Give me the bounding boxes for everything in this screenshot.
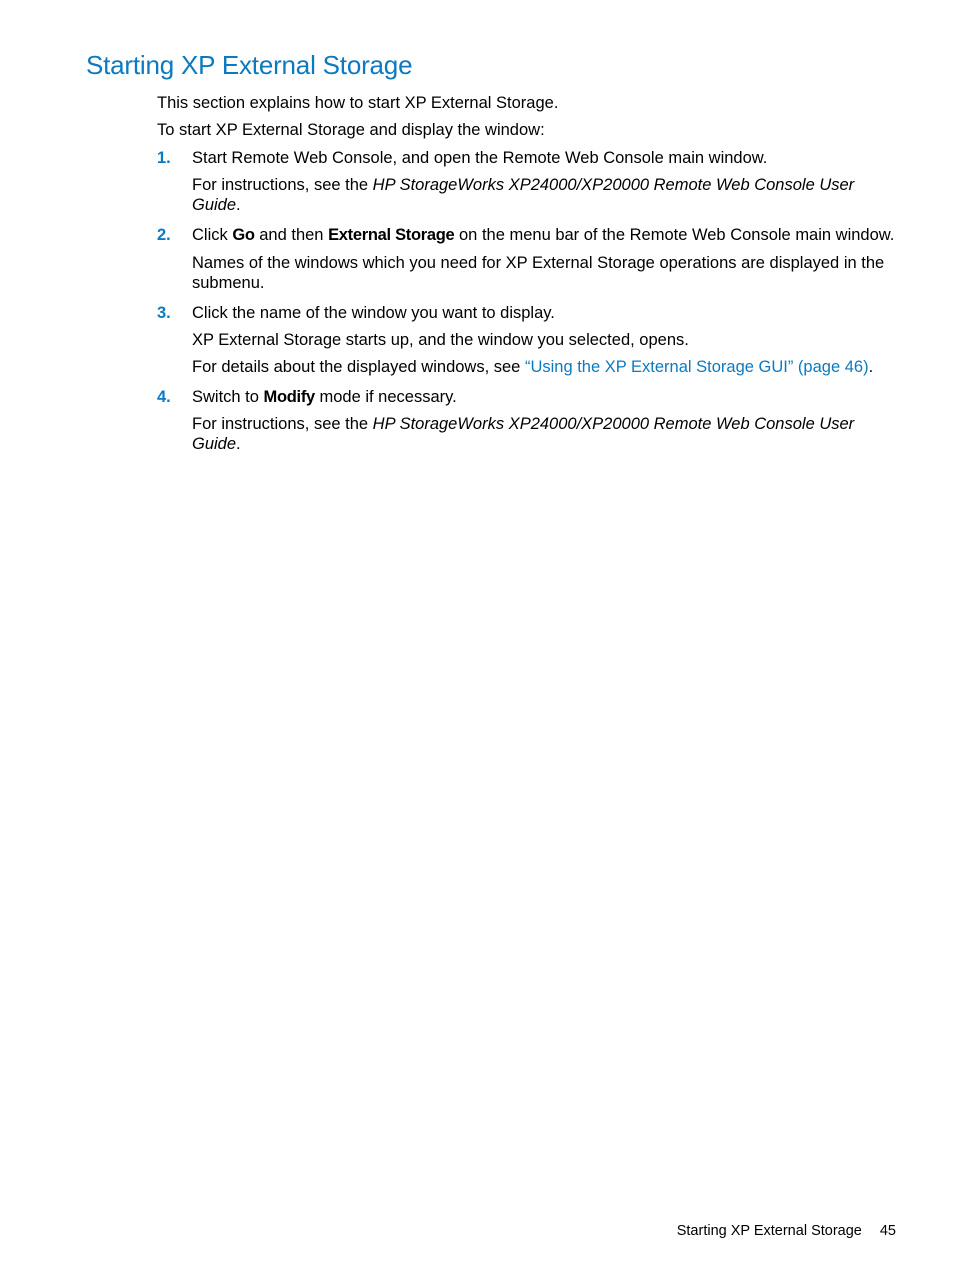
page-number: 45 bbox=[879, 1223, 896, 1239]
steps-list bbox=[157, 148, 902, 454]
step-3 bbox=[157, 303, 902, 377]
step-1 bbox=[157, 148, 902, 215]
guide-title: HP StorageWorks XP24000/XP20000 Remote Web Console User Guide bbox=[192, 415, 855, 453]
step-text: Switch to Modify mode if necessary. bbox=[192, 388, 457, 406]
footer-section-title: Starting XP External Storage bbox=[676, 1223, 862, 1239]
menu-go: Go bbox=[232, 226, 255, 244]
step-number: 2. bbox=[157, 226, 171, 244]
step-result: XP External Storage starts up, and the window you selected, opens. bbox=[192, 331, 689, 349]
step-number: 3. bbox=[157, 304, 171, 322]
step-2 bbox=[157, 225, 902, 293]
step-text: Start Remote Web Console, and open the Remote Web Console main window. bbox=[192, 149, 768, 167]
page-footer bbox=[677, 1223, 896, 1239]
guide-title: HP StorageWorks XP24000/XP20000 Remote Web Console User Guide bbox=[192, 176, 855, 214]
step-4 bbox=[157, 387, 902, 454]
page-title: Starting XP External Storage bbox=[86, 50, 413, 80]
gui-section-link[interactable]: “Using the XP External Storage GUI” (page 46) bbox=[524, 358, 869, 376]
step-text: Click Go and then External Storage on the menu bar of the Remote Web Console main window. bbox=[192, 226, 895, 244]
step-number: 4. bbox=[157, 388, 171, 406]
step-note: For instructions, see the HP StorageWorks XP24000/XP20000 Remote Web Console User Guide. bbox=[192, 415, 855, 453]
mode-modify: Modify bbox=[263, 388, 315, 406]
step-text: Click the name of the window you want to display. bbox=[192, 304, 555, 322]
step-note: For instructions, see the HP StorageWorks XP24000/XP20000 Remote Web Console User Guide. bbox=[192, 176, 855, 214]
intro-paragraph: This section explains how to start XP External Storage. bbox=[157, 94, 559, 112]
intro-paragraph: To start XP External Storage and display the window: bbox=[157, 121, 545, 139]
menu-external-storage: External Storage bbox=[328, 226, 455, 244]
step-details: For details about the displayed windows, see “Using the XP External Storage GUI” (page 46). bbox=[192, 358, 874, 376]
step-number: 1. bbox=[157, 149, 171, 167]
step-detail: Names of the windows which you need for XP External Storage operations are displayed in the submenu. bbox=[192, 254, 885, 292]
section-body bbox=[157, 93, 902, 464]
